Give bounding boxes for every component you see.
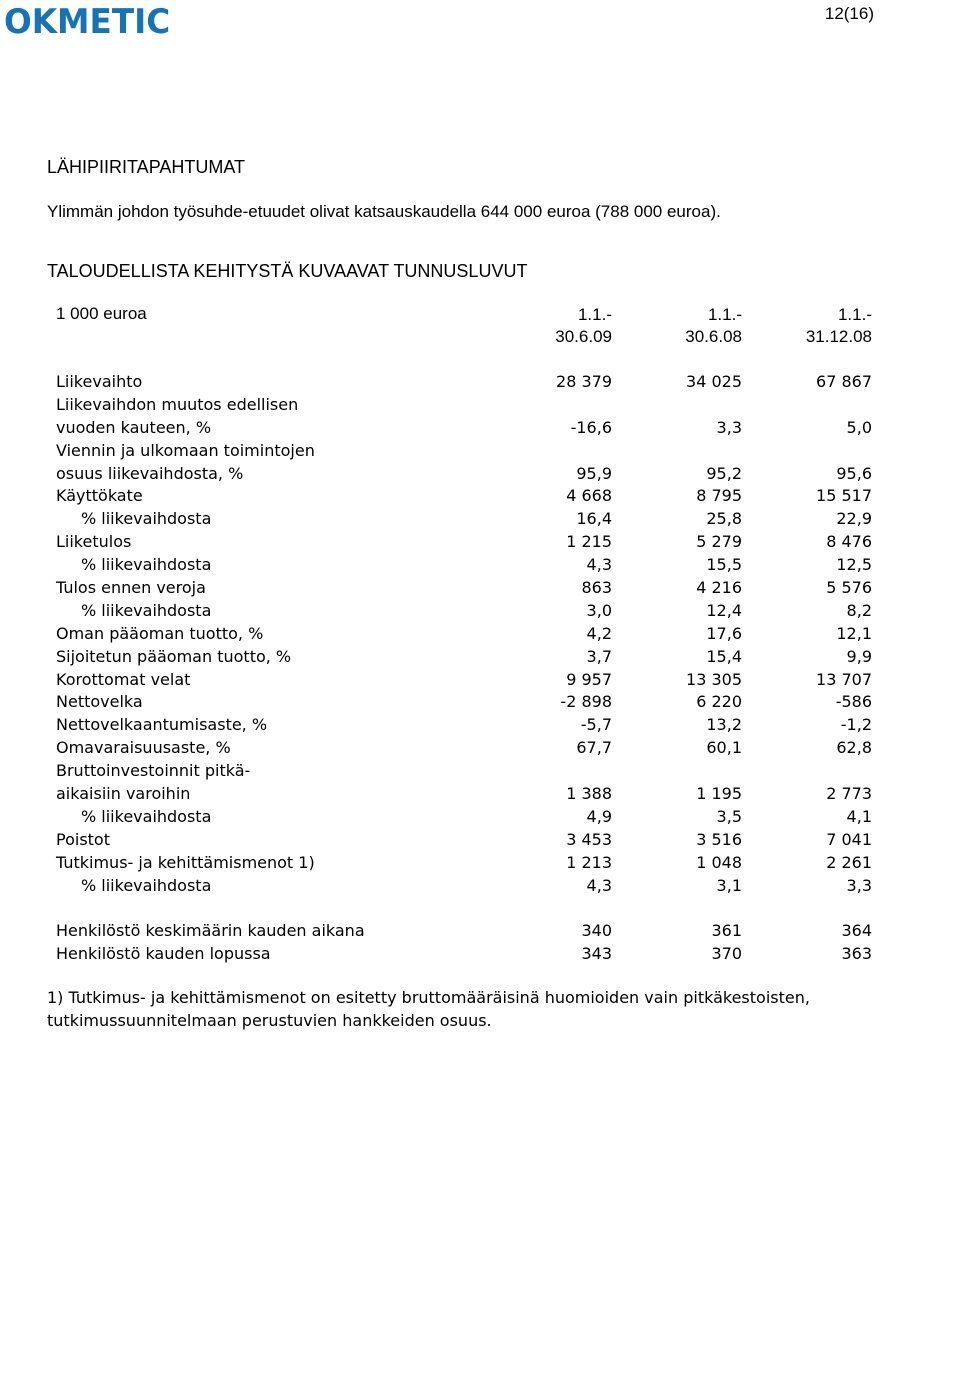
- table-row: [56, 806, 874, 829]
- row-value: 3,5: [716, 806, 742, 826]
- row-value: 8 795: [696, 486, 742, 506]
- footnote-line-2: tutkimussuunnitelmaan perustuvien hankkeiden osuus.: [47, 1011, 492, 1030]
- row-value: 6 220: [696, 692, 742, 712]
- key-figures-table: [56, 302, 874, 964]
- row-label: % liikevaihdosta: [81, 509, 212, 529]
- row-value: 3,3: [716, 417, 742, 437]
- column-header-h1-2008: 1.1.- 30.6.08: [685, 305, 742, 346]
- row-value: 363: [841, 944, 872, 964]
- row-label: % liikevaihdosta: [81, 555, 212, 575]
- row-label: Liikevaihdon muutos edellisen: [56, 394, 299, 414]
- row-value: 95,2: [706, 463, 742, 483]
- row-label: Oman pääoman tuotto, %: [56, 623, 264, 643]
- table-row: [56, 577, 874, 600]
- row-value: 15,4: [706, 646, 742, 666]
- section-title-related-party: LÄHIPIIRITAPAHTUMAT: [47, 157, 246, 177]
- row-value: 5 576: [826, 578, 872, 598]
- row-value: 95,6: [836, 463, 872, 483]
- table-row: [56, 852, 874, 875]
- row-label: Nettovelkaantumisaste, %: [56, 715, 268, 735]
- row-value: -1,2: [840, 715, 872, 735]
- row-value: 13 707: [816, 669, 872, 689]
- page-number: 12(16): [824, 4, 874, 23]
- row-value: 95,9: [576, 463, 612, 483]
- row-value: -2 898: [560, 692, 612, 712]
- row-value: -586: [835, 692, 872, 712]
- table-row: [56, 714, 874, 737]
- table-row: [56, 669, 874, 692]
- row-label: Henkilöstö kauden lopussa: [56, 944, 271, 964]
- row-value: 8,2: [846, 600, 872, 620]
- row-value: 13 305: [686, 669, 742, 689]
- table-row: [56, 737, 874, 760]
- table-row: [56, 600, 874, 623]
- row-label: Sijoitetun pääoman tuotto, %: [56, 646, 292, 666]
- row-label: Käyttökate: [56, 486, 143, 506]
- row-value: 343: [581, 944, 612, 964]
- row-value: 28 379: [556, 372, 612, 391]
- row-value: 340: [581, 921, 612, 941]
- table-row: [56, 875, 874, 898]
- row-label: % liikevaihdosta: [81, 600, 212, 620]
- row-value: 60,1: [706, 738, 742, 758]
- row-value: 4,1: [846, 806, 872, 826]
- row-value: 15 517: [816, 486, 872, 506]
- row-value: 3,7: [586, 646, 612, 666]
- table-row: [56, 554, 874, 577]
- section-title-key-figures: TALOUDELLISTA KEHITYSTÄ KUVAAVAT TUNNUSLUVUT: [47, 261, 528, 281]
- row-value: 370: [711, 944, 742, 964]
- row-label: vuoden kauteen, %: [56, 417, 212, 437]
- row-value: 12,1: [836, 623, 872, 643]
- table-row: [56, 646, 874, 669]
- row-value: 17,6: [706, 623, 742, 643]
- row-value: 4 216: [696, 578, 742, 598]
- row-value: 4,3: [586, 555, 612, 575]
- table-row: [56, 623, 874, 646]
- table-row: [56, 691, 874, 714]
- footnote-line-1: 1) Tutkimus- ja kehittämismenot on esitetty bruttomääräisinä huomioiden vain pitkäkestoisten,: [47, 988, 810, 1007]
- column-header-fy-2008: 1.1.- 31.12.08: [805, 305, 872, 346]
- row-label: Poistot: [56, 829, 110, 849]
- table-row: [56, 485, 874, 508]
- row-label: Henkilöstö keskimäärin kauden aikana: [56, 921, 365, 941]
- row-label: Bruttoinvestoinnit pitkä-: [56, 761, 251, 781]
- okmetic-logo: OKMETIC: [4, 2, 171, 42]
- row-value: 3 453: [566, 829, 612, 849]
- table-row: [56, 463, 874, 486]
- row-value: 67,7: [576, 738, 612, 758]
- table-header: [56, 302, 874, 349]
- row-value: 1 195: [696, 784, 742, 804]
- row-label: osuus liikevaihdosta, %: [56, 463, 244, 483]
- row-value: 3,3: [846, 875, 872, 895]
- row-value: 5 279: [696, 532, 742, 552]
- row-value: 2 261: [826, 852, 872, 872]
- row-value: 1 213: [566, 852, 612, 872]
- table-row: [56, 531, 874, 554]
- table-row: [56, 920, 874, 943]
- row-label: % liikevaihdosta: [81, 875, 212, 895]
- row-spacer: [56, 897, 874, 920]
- row-label: Tutkimus- ja kehittämismenot 1): [56, 852, 315, 872]
- row-value: 22,9: [836, 509, 872, 529]
- row-label: % liikevaihdosta: [81, 806, 212, 826]
- row-label: Nettovelka: [56, 692, 143, 712]
- row-value: 4,9: [586, 806, 612, 826]
- row-value: 1 048: [696, 852, 742, 872]
- row-value: 8 476: [826, 532, 872, 552]
- row-value: 3,0: [586, 600, 612, 620]
- row-label: Liiketulos: [56, 532, 132, 552]
- footnote: [47, 986, 907, 1032]
- table-row: [56, 760, 874, 783]
- row-value: 1 215: [566, 532, 612, 552]
- row-value: 15,5: [706, 555, 742, 575]
- row-value: 34 025: [686, 372, 742, 391]
- row-label: aikaisiin varoihin: [56, 784, 191, 804]
- table-row: [56, 943, 874, 966]
- row-value: 7 041: [826, 829, 872, 849]
- unit-label: 1 000 euroa: [56, 304, 147, 323]
- table-row: [56, 440, 874, 463]
- row-value: 3,1: [716, 875, 742, 895]
- row-label: Viennin ja ulkomaan toimintojen: [56, 440, 315, 460]
- table-row: [56, 394, 874, 417]
- row-value: -16,6: [570, 417, 612, 437]
- row-value: 25,8: [706, 509, 742, 529]
- row-value: 16,4: [576, 509, 612, 529]
- row-value: 5,0: [846, 417, 872, 437]
- row-value: 13,2: [706, 715, 742, 735]
- row-value: 4,2: [586, 623, 612, 643]
- row-value: 9 957: [566, 669, 612, 689]
- row-value: 12,4: [706, 600, 742, 620]
- row-value: 361: [711, 921, 742, 941]
- table-body: [56, 371, 874, 966]
- table-row: [56, 508, 874, 531]
- row-value: -5,7: [580, 715, 612, 735]
- row-value: 4,3: [586, 875, 612, 895]
- row-value: 4 668: [566, 486, 612, 506]
- row-label: Omavaraisuusaste, %: [56, 738, 231, 758]
- row-value: 364: [841, 921, 872, 941]
- row-value: 3 516: [696, 829, 742, 849]
- table-row: [56, 829, 874, 852]
- row-value: 62,8: [836, 738, 872, 758]
- column-header-h1-2009: 1.1.- 30.6.09: [555, 305, 612, 346]
- related-party-text: Ylimmän johdon työsuhde-etuudet olivat katsauskaudella 644 000 euroa (788 000 euroa).: [47, 202, 721, 221]
- row-value: 2 773: [826, 784, 872, 804]
- row-value: 67 867: [816, 372, 872, 391]
- row-label: Tulos ennen veroja: [56, 578, 206, 598]
- row-value: 9,9: [846, 646, 872, 666]
- row-value: 863: [581, 578, 612, 598]
- table-row: [56, 417, 874, 440]
- row-value: 1 388: [566, 784, 612, 804]
- row-label: Korottomat velat: [56, 669, 191, 689]
- row-label: Liikevaihto: [56, 372, 143, 391]
- table-row: [56, 371, 874, 394]
- row-value: 12,5: [836, 555, 872, 575]
- table-row: [56, 783, 874, 806]
